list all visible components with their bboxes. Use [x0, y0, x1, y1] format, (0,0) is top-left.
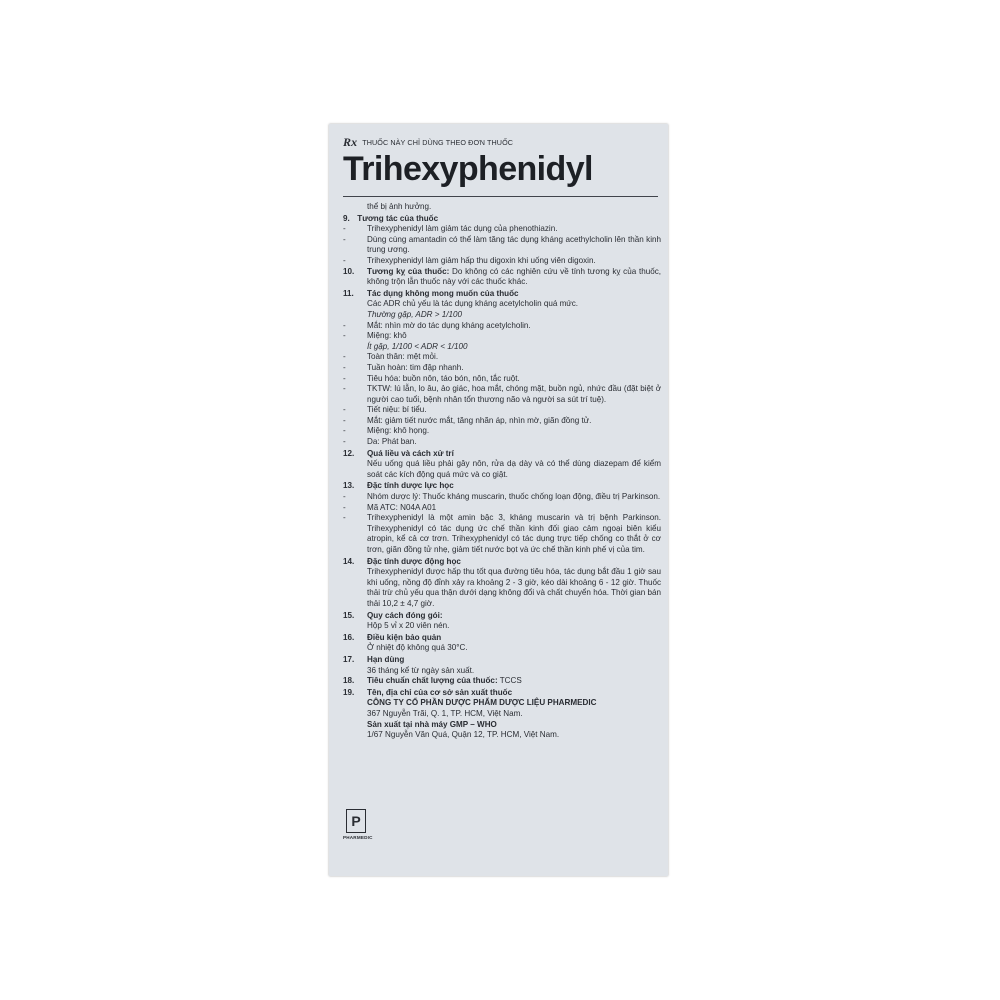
list-item: - Toàn thân: mệt mỏi.	[343, 352, 439, 362]
pharmedic-logo-icon: P	[346, 809, 366, 833]
section-14-text: Trihexyphenidyl được hấp thu tốt qua đường tiêu hóa, tác dụng bắt đầu 1 giờ sau khi uống, nồng độ đỉnh xảy ra khoảng 2 - 3 giờ, kéo dài khoảng 6 - 12 giờ. Thuốc thải trừ chủ yếu qua thận dưới dạng không đổi và chất chuyển hóa. Thời gian bán thải 10,2 ± 4,7 giờ.	[367, 567, 661, 608]
list-item: - Trihexyphenidyl làm giảm hấp thu digoxin khi uống viên digoxin.	[343, 255, 596, 265]
section-heading: Tiêu chuẩn chất lượng của thuốc:	[367, 676, 498, 686]
section-heading: Tương tác của thuốc	[357, 213, 439, 223]
section-17-text: 36 tháng kể từ ngày sản xuất.	[367, 665, 475, 675]
list-item: - TKTW: lú lẫn, lo âu, ảo giác, hoa mắt, chóng mặt, buồn ngủ, nhức đầu (đặt biệt ở người cao tuổi, bệnh nhân tổn thương não và người sa sút trí tuệ).	[343, 384, 661, 404]
section-number: 12.	[343, 448, 355, 458]
section-number: 19.	[343, 687, 355, 697]
section-heading: Tên, địa chỉ của cơ sở sản xuất thuốc	[367, 687, 513, 697]
medicine-leaflet	[329, 124, 668, 876]
section-number: 18.	[343, 676, 355, 686]
section-number: 9.	[343, 213, 350, 223]
list-item: - Mã ATC: N04A A01	[343, 502, 437, 512]
prescription-notice-row	[343, 136, 660, 148]
intro-line: thể bị ảnh hưởng.	[367, 202, 432, 211]
section-17-title	[343, 655, 661, 666]
section-10	[343, 267, 661, 288]
section-number: 13.	[343, 481, 355, 491]
section-heading: Quy cách đóng gói:	[367, 610, 443, 620]
section-11-intro: Các ADR chủ yếu là tác dụng kháng acetylcholin quá mức.	[367, 299, 579, 309]
section-number: 15.	[343, 610, 355, 620]
rx-icon: Rx	[343, 135, 358, 149]
section-16-text: Ở nhiệt độ không quá 30°C.	[367, 643, 468, 653]
list-item: - Dùng cùng amantadin có thể làm tăng tác dụng kháng acethylcholin lên thần kinh trung ương.	[343, 234, 661, 255]
pharmedic-logo	[343, 809, 373, 840]
section-heading: Đặc tính dược động học	[367, 556, 461, 566]
section-number: 17.	[343, 654, 355, 664]
section-heading: Điều kiện bảo quản	[367, 632, 442, 642]
list-item: - Miệng: khô	[343, 331, 407, 341]
section-15-text: Hộp 5 vỉ x 20 viên nén.	[367, 621, 450, 631]
section-13-title	[343, 481, 661, 492]
section-number: 10.	[343, 266, 355, 276]
section-12-text: Nếu uống quá liều phải gây nôn, rửa dạ dày và có thể dùng diazepam để kiểm soát các kích động quá mức và co giật.	[367, 459, 661, 479]
section-heading: Tương kỵ của thuốc:	[367, 266, 450, 276]
factory-address: 1/67 Nguyễn Văn Quá, Quận 12, TP. HCM, Việt Nam.	[367, 730, 560, 740]
section-12-title	[343, 449, 661, 460]
prescription-notice: THUỐC NÀY CHỈ DÙNG THEO ĐƠN THUỐC	[362, 137, 514, 147]
list-item: - Tiêu hóa: buồn nôn, táo bón, nôn, tắc ruột.	[343, 373, 520, 383]
factory-label: Sản xuất tại nhà máy GMP – WHO	[367, 719, 497, 729]
list-item: - Miệng: khô họng.	[343, 426, 430, 436]
section-18	[343, 676, 661, 687]
list-item: - Tiết niệu: bí tiểu.	[343, 405, 427, 415]
section-heading: Quá liều và cách xử trí	[367, 448, 454, 458]
list-item: - Nhóm dược lý: Thuốc kháng muscarin, thuốc chống loạn động, điều trị Parkinson.	[343, 492, 661, 502]
rare-frequency-label: Ít gặp, 1/100 < ADR < 1/100	[367, 341, 468, 351]
leaflet-body	[343, 202, 661, 741]
title-divider	[343, 196, 658, 197]
list-item: - Mắt: giảm tiết nước mắt, tăng nhãn áp, nhìn mờ, giãn đồng tử.	[343, 415, 592, 425]
section-15-title	[343, 611, 661, 622]
drug-title: Trihexyphenidyl	[343, 150, 593, 188]
section-19-title	[343, 688, 661, 699]
list-item: - Mắt: nhìn mờ do tác dụng kháng acetylcholin.	[343, 320, 531, 330]
list-item: - Tuần hoàn: tim đập nhanh.	[343, 362, 464, 372]
section-heading: Tác dụng không mong muốn của thuốc	[367, 288, 519, 298]
section-heading: Đặc tính dược lực học	[367, 481, 454, 491]
section-number: 11.	[343, 288, 354, 298]
manufacturer-address: 367 Nguyễn Trãi, Q. 1, TP. HCM, Việt Nam.	[367, 708, 523, 718]
section-16-title	[343, 633, 661, 644]
logo-text: PHARMEDIC	[343, 835, 373, 840]
section-14-title	[343, 557, 661, 568]
leaflet-header	[343, 136, 660, 186]
section-heading: Hạn dùng	[367, 654, 405, 664]
list-item: - Da: Phát ban.	[343, 437, 417, 447]
section-number: 16.	[343, 632, 355, 642]
list-item: - Trihexyphenidyl là một amin bậc 3, kháng muscarin và trị bệnh Parkinson. Trihexyphenidyl có tác dụng ức chế thần kinh đối giao cảm ngoại biên kiểu atropin, kể cả cơ trơn. Trihexyphenidyl có tác dụng trực tiếp chống co thắt ở cơ trơn, giãn đồng tử nhẹ, giảm tiết nước bọt và ức chế thần kinh phế vị của tim.	[343, 513, 661, 554]
section-text: TCCS	[497, 676, 522, 686]
common-frequency-label: Thường gặp, ADR > 1/100	[367, 309, 462, 319]
section-text: Do không có các nghiên cứu về tính tương kỵ của thuốc, không trộn lẫn thuốc này với các thuốc khác.	[367, 266, 661, 287]
section-9-title	[343, 214, 661, 225]
section-11-title	[343, 289, 661, 300]
section-number: 14.	[343, 556, 355, 566]
manufacturer-company: CÔNG TY CỔ PHẦN DƯỢC PHẨM DƯỢC LIỆU PHARMEDIC	[367, 698, 597, 708]
list-item: - Trihexyphenidyl làm giảm tác dụng của phenothiazin.	[343, 224, 558, 234]
